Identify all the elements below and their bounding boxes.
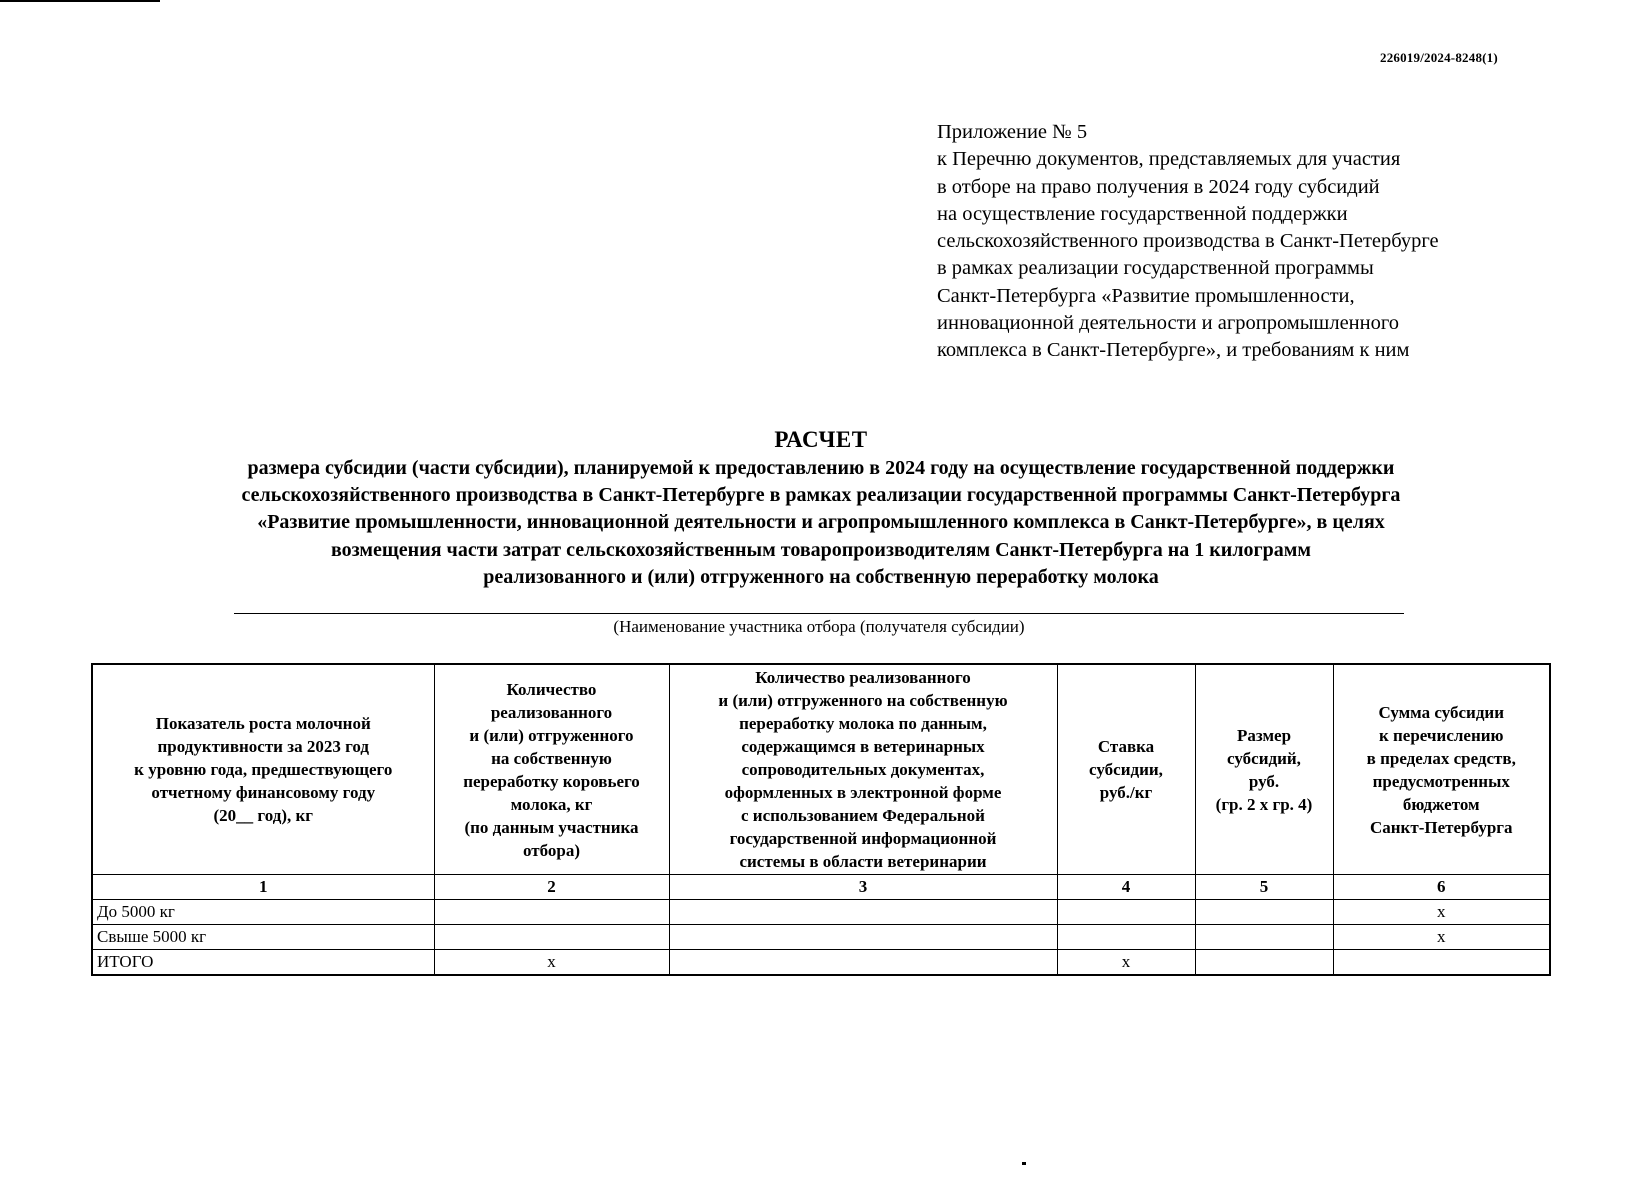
table-row: [92, 925, 1550, 950]
scan-artifact-dot: [1022, 1162, 1026, 1165]
table-cell: [669, 925, 1057, 950]
column-number: 6: [1333, 875, 1550, 900]
row-label: До 5000 кг: [92, 900, 434, 925]
header-milk-quantity-veterinary: Количество реализованного и (или) отгруженного на собственную переработку молока по данным, содержащимся в ветеринарных сопроводительных документах, оформленных в электронной форме с использованием Федеральной государственной информационной системы в области ветеринарии: [669, 664, 1057, 875]
column-number-row: [92, 875, 1550, 900]
table-cell: [669, 900, 1057, 925]
header-subsidy-sum: Сумма субсидии к перечислению в пределах средств, предусмотренных бюджетом Санкт-Петербурга: [1333, 664, 1550, 875]
appendix-line: Санкт-Петербурга «Развитие промышленности,: [937, 284, 1355, 307]
column-number: 4: [1057, 875, 1195, 900]
appendix-line: комплекса в Санкт-Петербурге», и требованиям к ним: [937, 339, 1410, 362]
column-number: 2: [434, 875, 669, 900]
table-cell: [1195, 950, 1333, 976]
appendix-line: на осуществление государственной поддержки: [937, 202, 1348, 225]
table-header-row: [92, 664, 1550, 875]
table-cell: [1195, 900, 1333, 925]
appendix-line: Приложение № 5: [937, 121, 1088, 143]
table-cell: [669, 950, 1057, 976]
table-cell: х: [434, 950, 669, 976]
table-cell: [1057, 900, 1195, 925]
scan-artifact-top: [0, 0, 160, 2]
table-row-total: [92, 950, 1550, 976]
appendix-line: в отборе на право получения в 2024 году субсидий: [937, 175, 1380, 198]
table-cell: [434, 925, 669, 950]
document-title: РАСЧЕТ: [774, 427, 868, 452]
table-cell: [434, 900, 669, 925]
table-row: [92, 900, 1550, 925]
appendix-line: к Перечню документов, представляемых для участия: [937, 148, 1401, 171]
subtitle-line: возмещения части затрат сельскохозяйственным товаропроизводителям Санкт-Петербурга на 1 килограмм: [331, 538, 1311, 561]
document-number: 226019/2024-8248(1): [1380, 50, 1498, 65]
participant-name-line: [234, 613, 1404, 614]
column-number: 5: [1195, 875, 1333, 900]
table-cell: [1057, 925, 1195, 950]
row-label: ИТОГО: [92, 950, 434, 976]
subtitle-line: сельскохозяйственного производства в Санкт-Петербурге в рамках реализации государственной программы Санкт-Петербурга: [241, 484, 1401, 507]
document-heading: [60, 425, 1582, 591]
table-cell: х: [1057, 950, 1195, 976]
calculation-table: [91, 663, 1551, 976]
subtitle-line: «Развитие промышленности, инновационной деятельности и агропромышленного комплекса в Санкт-Петербурге», в целях: [257, 511, 1385, 534]
header-growth-indicator: Показатель роста молочной продуктивности за 2023 год к уровню года, предшествующего отчетному финансовому году (20__ год), кг: [92, 664, 434, 875]
table-cell: х: [1333, 925, 1550, 950]
table-cell: [1333, 950, 1550, 976]
appendix-note: [937, 119, 1597, 365]
table-cell: х: [1333, 900, 1550, 925]
appendix-line: в рамках реализации государственной программы: [937, 257, 1374, 280]
header-milk-quantity-participant: Количество реализованного и (или) отгруженного на собственную переработку коровьего молока, кг (по данным участника отбора): [434, 664, 669, 875]
row-label: Свыше 5000 кг: [92, 925, 434, 950]
participant-name-caption: (Наименование участника отбора (получателя субсидии): [613, 617, 1025, 636]
header-subsidy-size: Размер субсидий, руб. (гр. 2 х гр. 4): [1195, 664, 1333, 875]
subtitle-line: размера субсидии (части субсидии), планируемой к предоставлению в 2024 году на осуществление государственной поддержки: [247, 457, 1395, 479]
column-number: 3: [669, 875, 1057, 900]
column-number: 1: [92, 875, 434, 900]
table-cell: [1195, 925, 1333, 950]
appendix-line: инновационной деятельности и агропромышленного: [937, 312, 1400, 335]
subtitle-line: реализованного и (или) отгруженного на собственную переработку молока: [483, 565, 1159, 588]
appendix-line: сельскохозяйственного производства в Санкт-Петербурге: [937, 230, 1439, 253]
document-subtitle: [60, 455, 1582, 591]
header-subsidy-rate: Ставка субсидии, руб./кг: [1057, 664, 1195, 875]
